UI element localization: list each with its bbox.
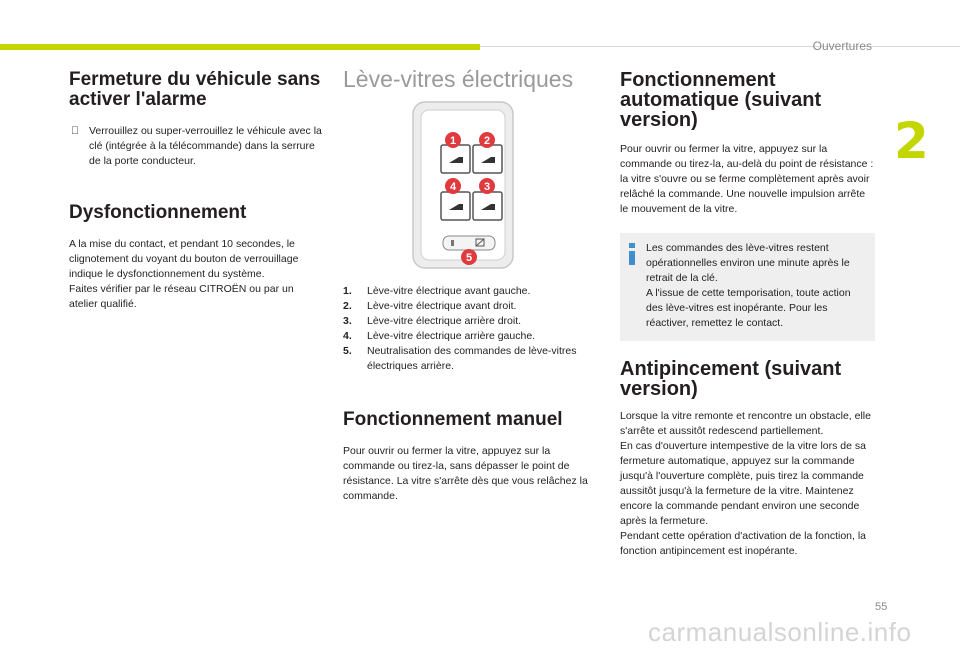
column-left [69, 66, 324, 312]
callout-5: 5 [465, 252, 473, 264]
info-box [620, 233, 875, 341]
info-text-2: A l'issue de cette temporisation, toute action des lève-vitres est inopérante. Pour les réactiver, remettez le contact. [646, 287, 851, 329]
header-rule [480, 46, 960, 47]
list-item: 5. Neutralisation des commandes de lève-vitres électriques arrière. [343, 345, 577, 372]
heading-fermeture: Fermeture du véhicule sans activer l'alarme [69, 69, 321, 110]
paragraph-manuel: Pour ouvrir ou fermer la vitre, appuyez sur la commande ou tirez-la, sans dépasser le point de résistance. La vitre s'arrête dès que vous relâchez la commande. [343, 445, 588, 502]
bullet-text: Verrouillez ou super-verrouillez le véhicule avec la clé (intégrée à la télécommande) dans la serrure de la porte conducteur. [89, 125, 322, 167]
paragraph-antipincement-2: En cas d'ouverture intempestive de la vitre lors de sa fermeture automatique, appuyez sur la commande jusqu'à l'ouverture complète, puis tirez la commande aussitôt jusqu'à la fermeture de la vitre. Maintenez encore la commande pendant environ une seconde après la fermeture. [620, 440, 866, 527]
watermark: carmanualsonline.info [648, 617, 912, 647]
list-item: 1. Lève-vitre électrique avant gauche. [343, 285, 531, 297]
paragraph-reseau: Faites vérifier par le réseau CITROËN ou par un atelier qualifié. [69, 283, 294, 310]
heading-fonctionnement-manuel: Fonctionnement manuel [343, 409, 563, 430]
column-right [620, 66, 875, 559]
list-item: 3. Lève-vitre électrique arrière droit. [343, 315, 522, 327]
info-icon [626, 243, 638, 265]
window-switch-panel-illustration [405, 100, 520, 270]
callout-4: 4 [449, 181, 457, 193]
callout-3: 3 [483, 181, 491, 193]
bullet-item [69, 124, 324, 169]
legend-list [343, 284, 593, 374]
paragraph-antipincement-3: Pendant cette opération d'activation de la fonction, la fonction antipincement est inopérante. [620, 530, 867, 557]
paragraph-antipincement-1: Lorsque la vitre remonte et rencontre un obstacle, elle s'arrête et aussitôt redescend partiellement. [620, 410, 871, 437]
section-label: Ouvertures [812, 39, 872, 53]
heading-leve-vitres: Lève-vitres électriques [343, 66, 574, 92]
heading-antipincement: Antipincement (suivant version) [620, 358, 842, 400]
callout-1: 1 [449, 135, 457, 147]
heading-fonctionnement-automatique: Fonctionnement automatique (suivant version) [620, 69, 822, 131]
list-item: 2. Lève-vitre électrique avant droit. [343, 300, 517, 312]
column-middle-lower [343, 284, 593, 504]
chapter-number: 2 [894, 112, 929, 170]
page-number: 55 [875, 601, 888, 613]
paragraph-automatique: Pour ouvrir ou fermer la vitre, appuyez sur la commande ou tirez-la, au-delà du point de résistance : la vitre s'ouvre ou se ferme complètement après avoir relâché la commande. Une nouvelle impulsion arrête le mouvement de la vitre. [620, 143, 874, 215]
column-middle [343, 66, 593, 93]
bullet-arrow-icon [71, 124, 81, 169]
paragraph-dysfonctionnement: A la mise du contact, et pendant 10 secondes, le clignotement du voyant du bouton de verrouillage indique le dysfonctionnement du système. [69, 238, 299, 280]
callout-2: 2 [483, 135, 491, 147]
header-accent-bar [0, 44, 480, 50]
info-text-1: Les commandes des lève-vitres restent opérationnelles environ une minute après le retrait de la clé. [646, 242, 850, 284]
list-item: 4. Lève-vitre électrique arrière gauche. [343, 330, 536, 342]
heading-dysfonctionnement: Dysfonctionnement [69, 202, 247, 223]
